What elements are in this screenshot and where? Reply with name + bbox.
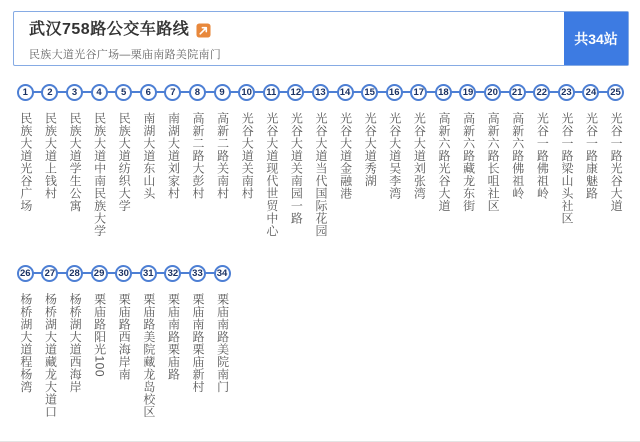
station-number[interactable]: 23 (558, 84, 575, 101)
external-link-icon[interactable] (196, 23, 211, 38)
station-name[interactable]: 光谷大道刘张湾 (412, 112, 427, 200)
station-name[interactable]: 民族大道上钱村 (43, 112, 58, 200)
station-number[interactable]: 28 (66, 265, 83, 282)
station-number[interactable]: 32 (164, 265, 181, 282)
station-number[interactable]: 29 (91, 265, 108, 282)
route-title-row (29, 19, 221, 41)
station-name[interactable]: 高新六路光谷大道 (436, 112, 451, 212)
station-item[interactable] (185, 84, 210, 237)
station-number[interactable]: 4 (91, 84, 108, 101)
station-number[interactable]: 26 (17, 265, 34, 282)
station-name[interactable]: 光谷大道现代世贸中心 (264, 112, 279, 237)
station-item[interactable] (529, 84, 554, 237)
station-item[interactable] (456, 84, 481, 237)
station-name[interactable]: 高新二路关南村 (215, 112, 230, 200)
station-name[interactable]: 杨桥湖大道程杨湾 (18, 293, 33, 393)
station-name[interactable]: 光谷一路光谷大道 (609, 112, 624, 212)
station-number[interactable]: 27 (41, 265, 58, 282)
station-name[interactable]: 光谷一路佛祖岭 (535, 112, 550, 200)
station-item[interactable] (13, 84, 38, 237)
station-number[interactable]: 25 (607, 84, 624, 101)
station-name[interactable]: 光谷大道关南园一路 (289, 112, 304, 225)
station-number[interactable]: 16 (386, 84, 403, 101)
station-number[interactable]: 34 (214, 265, 231, 282)
station-name[interactable]: 民族大道学生公寓 (68, 112, 83, 212)
station-name[interactable]: 栗庙南路美院南门 (215, 293, 230, 393)
station-number[interactable]: 10 (238, 84, 255, 101)
station-item[interactable] (234, 84, 259, 237)
station-name[interactable]: 高新六路长咀社区 (486, 112, 501, 212)
station-name[interactable]: 高新二路大彭村 (191, 112, 206, 200)
station-name[interactable]: 光谷大道金融港 (338, 112, 353, 200)
station-item[interactable] (505, 84, 530, 237)
station-number[interactable]: 33 (189, 265, 206, 282)
station-number[interactable]: 15 (361, 84, 378, 101)
station-name[interactable]: 光谷大道关南村 (240, 112, 255, 200)
station-number[interactable]: 6 (140, 84, 157, 101)
station-item[interactable] (13, 265, 38, 418)
station-name[interactable]: 杨桥湖大道西海岸 (68, 293, 83, 393)
route-endpoints: 民族大道光谷广场—栗庙南路美院南门 (29, 49, 222, 61)
station-item[interactable] (38, 265, 63, 418)
station-item[interactable] (431, 84, 456, 237)
station-name[interactable]: 南湖大道刘家村 (166, 112, 181, 200)
station-item[interactable] (62, 265, 87, 418)
station-item[interactable] (62, 84, 87, 237)
station-item[interactable] (357, 84, 382, 237)
station-item[interactable] (111, 84, 136, 237)
station-name[interactable]: 光谷大道当代国际花园 (314, 112, 329, 237)
station-name[interactable]: 杨桥湖大道藏龙大道口 (43, 293, 58, 418)
station-name[interactable]: 高新六路佛祖岭 (510, 112, 525, 200)
station-item[interactable] (284, 84, 309, 237)
station-number[interactable]: 31 (140, 265, 157, 282)
station-name[interactable]: 民族大道光谷广场 (18, 112, 33, 212)
station-item[interactable] (579, 84, 604, 237)
station-item[interactable] (136, 84, 161, 237)
station-item[interactable] (259, 84, 284, 237)
station-number[interactable]: 2 (41, 84, 58, 101)
station-number[interactable]: 3 (66, 84, 83, 101)
station-name[interactable]: 光谷一路康魅路 (584, 112, 599, 200)
station-number[interactable]: 21 (509, 84, 526, 101)
route-header-left (14, 12, 221, 65)
station-item[interactable] (111, 265, 136, 418)
station-item[interactable] (87, 84, 112, 237)
station-number[interactable]: 17 (410, 84, 427, 101)
route-row-2 (13, 265, 628, 418)
station-item[interactable] (480, 84, 505, 237)
station-name[interactable]: 栗庙路美院藏龙岛校区 (141, 293, 156, 418)
station-number[interactable]: 22 (533, 84, 550, 101)
station-number[interactable]: 7 (164, 84, 181, 101)
station-item[interactable] (554, 84, 579, 237)
station-item[interactable] (87, 265, 112, 418)
station-item[interactable] (185, 265, 210, 418)
station-number[interactable]: 18 (435, 84, 452, 101)
station-item[interactable] (308, 84, 333, 237)
route-row-1 (13, 84, 628, 237)
station-name[interactable]: 光谷一路梁山头社区 (559, 112, 574, 225)
station-number[interactable]: 20 (484, 84, 501, 101)
station-item[interactable] (38, 84, 63, 237)
station-name[interactable]: 民族大道纺织大学 (117, 112, 132, 212)
station-name[interactable]: 栗庙路西海岸南 (117, 293, 132, 381)
station-name[interactable]: 民族大道中南民族大学 (92, 112, 107, 237)
station-number[interactable]: 19 (459, 84, 476, 101)
station-number[interactable]: 13 (312, 84, 329, 101)
station-name[interactable]: 栗庙南路栗庙新村 (191, 293, 206, 393)
station-item[interactable] (603, 84, 628, 237)
station-item[interactable] (136, 265, 161, 418)
station-item[interactable] (382, 84, 407, 237)
station-name[interactable]: 高新六路藏龙东街 (461, 112, 476, 212)
station-name[interactable]: 栗庙路阳光100 (92, 293, 107, 378)
station-item[interactable] (161, 265, 186, 418)
station-name[interactable]: 南湖大道东山头 (141, 112, 156, 200)
route-header (13, 11, 629, 66)
route-title: 武汉758路公交车路线 (29, 21, 190, 38)
station-number[interactable]: 1 (17, 84, 34, 101)
station-item[interactable] (210, 84, 235, 237)
station-name[interactable]: 光谷大道吴李湾 (387, 112, 402, 200)
route-map (13, 84, 628, 418)
station-number[interactable]: 5 (115, 84, 132, 101)
station-count-badge: 共34站 (564, 12, 628, 65)
station-name[interactable]: 光谷大道秀湖 (363, 112, 378, 187)
station-number[interactable]: 24 (582, 84, 599, 101)
station-number[interactable]: 8 (189, 84, 206, 101)
station-item[interactable] (407, 84, 432, 237)
station-number[interactable]: 14 (337, 84, 354, 101)
station-number[interactable]: 12 (287, 84, 304, 101)
station-item[interactable] (333, 84, 358, 237)
station-item[interactable] (161, 84, 186, 237)
station-item[interactable] (210, 265, 235, 418)
station-number[interactable]: 9 (214, 84, 231, 101)
station-number[interactable]: 30 (115, 265, 132, 282)
station-name[interactable]: 栗庙南路栗庙路 (166, 293, 181, 381)
station-number[interactable]: 11 (263, 84, 280, 101)
